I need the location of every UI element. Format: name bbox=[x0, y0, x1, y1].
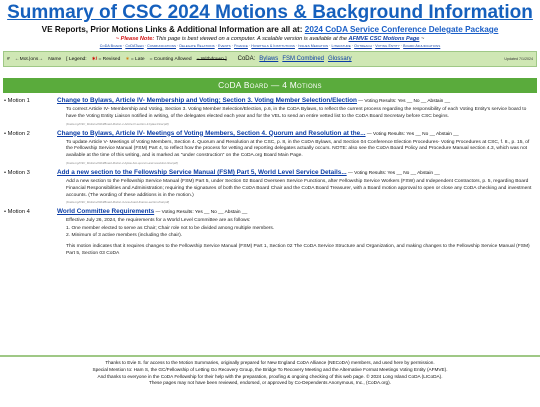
afmve-link[interactable]: AFMVE CSC Motions Page bbox=[348, 36, 420, 42]
motion-number: • Motion 2 bbox=[4, 130, 30, 137]
nav-link-coda-board[interactable]: CoDA Board bbox=[99, 44, 122, 48]
nav-link-delegate-relations[interactable]: Delegate Relations bbox=[179, 44, 215, 48]
nav-link-finance[interactable]: Finance bbox=[234, 44, 248, 48]
voting-results: — Voting Results: Yes __ No __ Abstain __ bbox=[365, 131, 459, 137]
revised-mark: ∗/ bbox=[91, 57, 98, 62]
nav-link-issues-mediation[interactable]: Issues Mediation bbox=[298, 44, 329, 48]
nav-link-communications[interactable]: Communications bbox=[147, 44, 176, 48]
coda-label: CoDA: bbox=[237, 56, 256, 62]
committee-nav: CoDA Board · CoDATeen · Communications · Delegate Relations · Events · Finance · Hospitals & Institutions · Issues Mediation · Literature · Outreach · Voting Entity · Board Adjudications bbox=[99, 44, 441, 48]
motion-number: • Motion 3 bbox=[4, 169, 30, 176]
voting-results: — Voting Results: Yes __ No __ Abstain __ bbox=[346, 170, 440, 176]
motion-description: To correct Article IV- Membership and Voting, Section 3. Voting Member Selection/Election, p.6, in the CoDA Bylaws, to reflect the current process regarding the responsibility of each Voting Entity's service board to have the Voting Entity Liaison notified in writing, of the delegates elected each year and for the VEL to send an entire vetted list to the CoDA Board Secretary before CSC begins. bbox=[66, 107, 527, 119]
voting-results: — Voting Results: Yes __ No __ Abstain __ bbox=[154, 210, 248, 216]
motion-file-path[interactable]: (fcoda.org/CSC_Motions/2024/Board-Motion-3-new-board-finance-section-final.pdf) bbox=[66, 200, 170, 205]
motion-title-link[interactable]: Change to Bylaws, Article IV- Meetings of Voting Members, Section 4. Quorum and Resolution at the... bbox=[57, 129, 366, 137]
note-label: ~ Please Note: bbox=[115, 36, 155, 42]
motion-item bbox=[0, 130, 540, 165]
nav-link-board-adjudications[interactable]: Board Adjudications bbox=[403, 44, 441, 48]
late-mark: ∗ bbox=[125, 57, 130, 62]
section-banner: CoDA Board — 4 Motions bbox=[3, 78, 537, 93]
subtitle bbox=[0, 25, 540, 34]
viewing-note bbox=[0, 36, 540, 42]
motion-description: Add a new section to the Fellowship Service Manual (FSM) Part 5, under Section 02 Board Overseen Service Functions, after Fellowship Service Workers (FSW) and Independent Contractors, p. 5, regarding Board Financial Responsibilities and Administration; requiring the signatures of both the CoDA Board Chair and the CoDA Board Treasurer, with a Board motion approval to open or close any CoDA checking and investment accounts. (The wording of these additions is in the motion.) bbox=[66, 178, 532, 198]
legend-toolbar bbox=[3, 51, 537, 67]
list-item: 1. One member elected to serve as Chair; Chair role not to be divided among multiple members. bbox=[66, 226, 275, 232]
motion-item bbox=[0, 169, 540, 204]
footer-disclaimer: These pages may not have been reviewed, endorsed, or approved by Co-Dependents Anonymous, Inc., (CoDA.org). bbox=[148, 380, 392, 386]
revised-label: = Revised bbox=[98, 56, 121, 62]
bylaws-link[interactable]: Bylaws bbox=[259, 56, 279, 62]
motion-file-path[interactable]: (fcoda.org/CSC_Motions/2024/Board-Motion-2-bylaw-fsm-quorum-and-resolution-final.pdf) bbox=[66, 160, 178, 165]
delegate-package-link[interactable]: 2024 CoDA Service Conference Delegate Package bbox=[304, 25, 499, 34]
requirements-list bbox=[66, 226, 534, 240]
page-title[interactable]: Summary of CSC 2024 Motions & Background Information bbox=[7, 2, 533, 23]
nav-link-events[interactable]: Events bbox=[218, 44, 231, 48]
withdrawn-label: = Withdrawn ] bbox=[196, 56, 227, 62]
motion-number: • Motion 1 bbox=[4, 98, 30, 104]
motions-list bbox=[0, 97, 540, 257]
page-header bbox=[0, 2, 540, 48]
nav-link-voting-entity[interactable]: Voting Entity bbox=[375, 44, 400, 48]
motion-number: • Motion 4 bbox=[4, 209, 30, 216]
nav-link-outreach[interactable]: Outreach bbox=[354, 44, 372, 48]
list-item: 2. Minimum of 3 active members (including the chair). bbox=[66, 232, 183, 238]
voting-results: — Voting Results: Yes __ No __ Abstain __ bbox=[356, 99, 451, 104]
nav-link-literature[interactable]: Literature bbox=[331, 44, 351, 48]
footer-copyright: And thanks to everyone in the CoDA Fellowship for their help with the preparation, proofing & ongoing checking of this web page. © 2024 Long Island CoDA (LICoDA). bbox=[97, 373, 443, 379]
motion-title-link[interactable]: Change to Bylaws, Article IV- Membership and Voting; Section 3. Voting Member Selection/Election bbox=[57, 97, 357, 104]
footer-thanks: Thanks to Evie S. for access to the Motion Summaries, originally prepared for New England CoDA Alliance (NECoDA) members, and used here by permission. bbox=[105, 360, 435, 365]
motion-title-link[interactable]: Add a new section to the Fellowship Service Manual (FSM) Part 5, World Level Service Details... bbox=[57, 168, 347, 176]
motion-item bbox=[0, 97, 540, 126]
nav-link-codateen[interactable]: CoDATeen bbox=[125, 44, 144, 48]
late-label: = Late bbox=[130, 56, 145, 62]
note-end: ~ bbox=[419, 36, 425, 42]
fsm-combined-link[interactable]: FSM Combined bbox=[282, 56, 324, 62]
subtitle-text: VE Reports, Prior Motions Links & Additional Information are all at: bbox=[41, 25, 303, 34]
note-text: This page is best viewed on a computer. A scalable version is available at the bbox=[154, 36, 349, 42]
legend-label: [ Legend: bbox=[66, 56, 87, 62]
motion-nav-button[interactable]: ←Mot.|ons→ bbox=[14, 56, 44, 62]
footer-special-mention: Special Mention to: Ham S, the GC/Fellowship of Letting Go Recovery Group, the Bridge To Recovery Meeting and the Alternative Format Meetings Voting Entity (AFMVE). bbox=[92, 366, 448, 372]
updated-date: Updated 7/1/2024 bbox=[504, 57, 533, 61]
motion-intro: Effective July 26, 2024, the requirements for a World Level Committee are as follows: bbox=[66, 218, 251, 224]
name-sort-button[interactable]: Name bbox=[48, 56, 62, 62]
page-footer bbox=[0, 355, 540, 387]
hash-icon[interactable]: # bbox=[7, 56, 10, 62]
motion-file-path[interactable]: (fcoda.org/CSC_Motions/2024/Board-Motion-1-Article-IV-section-3-bylaw-Final.pdf) bbox=[66, 121, 169, 126]
motion-description: This motion indicates that it requires changes to the Fellowship Service Manual (FSM) Part 1, Section 02 The CoDA Service Structure and Organization, and making changes to the Fellowship Service Manual (FSM) Part 5, Section 03 CoDA bbox=[66, 243, 530, 256]
motion-item bbox=[0, 208, 540, 257]
motion-description: To update Article V- Meetings of Voting Members, Section 4. Quorum and Resolution at the CSC, p. 8, in the CoDA Bylaws, and Section 04 Conference Election Procedures- Voting Procedures at CSC, f. 8., p. 15, of the Fellowship Service Manual (FSM) Part 4, to reflect how the process for vetting and reporting delegates actually occurs. NOTE: also see the CoDA Board Policy and Procedure Manual section 4.3, which was not available at the time of this writing, and is marked as "under construction" on the CoDA.org Board Main Page. bbox=[66, 139, 530, 159]
nav-link-hospitals[interactable]: Hospitals & Institutions bbox=[251, 44, 295, 48]
counting-label: = Counting Allowed bbox=[149, 56, 192, 62]
motion-title-link[interactable]: World Committee Requirements bbox=[57, 208, 155, 216]
glossary-link[interactable]: Glossary bbox=[328, 56, 352, 62]
